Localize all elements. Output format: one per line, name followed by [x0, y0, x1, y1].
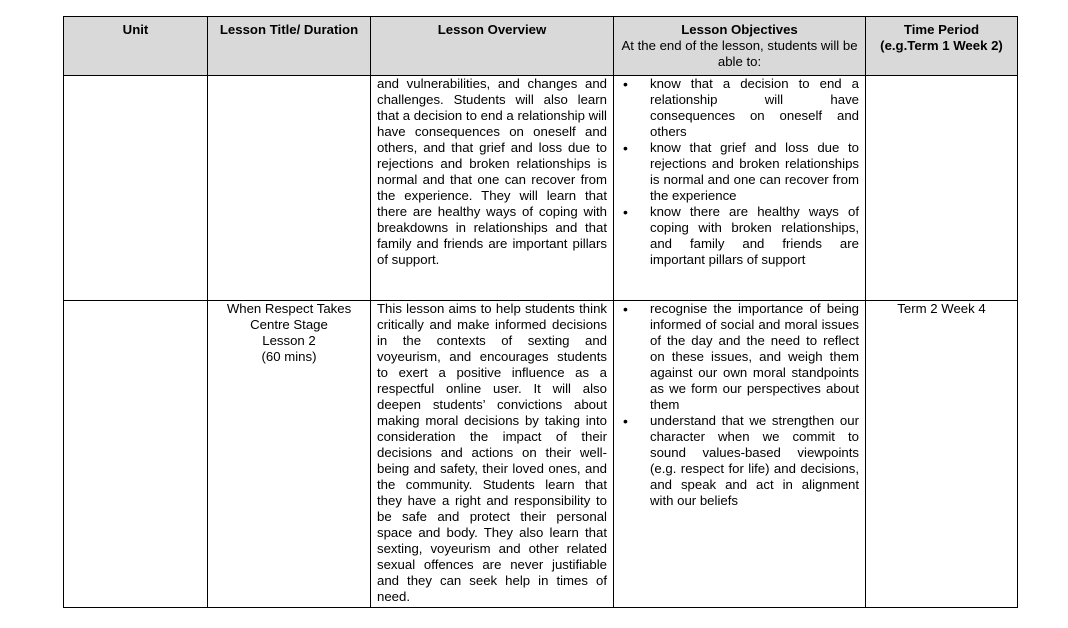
cell-lesson-overview: [371, 76, 614, 301]
header-time-period-title: Time Period: [903, 22, 980, 37]
cell-time-period: Term 2 Week 4: [866, 301, 1018, 608]
list-item: • recognise the importance of being informed of social and moral issues of the day and the need to reflect on these issues, and weigh them against our own moral standpoints as we form our perspectives about them: [620, 301, 859, 413]
table-row: [64, 301, 1018, 608]
overview-text: This lesson aims to help students think critically and make informed decisions in the contexts of sexting and voyeurism, and encourages students to exert a positive influence as a respectful online user. It will also deepen students’ convictions about making moral decisions by taking into consideration the impact of their decisions and actions on their well-being and safety, their loved ones, and the community. Students learn that they have a right and responsibility to be safe and protect their personal space and body. They also learn that sexting, voyeurism and other related sexual offences are never justifiable and they can seek help in times of need.: [377, 301, 607, 604]
header-row: [64, 17, 1018, 76]
header-time-period-example: (e.g.Term 1 Week 2): [880, 38, 1003, 53]
header-lesson-objectives: [614, 17, 866, 76]
objectives-list: [620, 301, 859, 509]
list-item: • know that grief and loss due to rejections and broken relationships is normal and one can recover from the experience: [620, 140, 859, 204]
header-time-period: [866, 17, 1018, 76]
cell-lesson-overview: [371, 301, 614, 608]
header-lesson-objectives-title: Lesson Objectives: [681, 22, 798, 37]
lesson-duration: (60 mins): [261, 349, 317, 364]
lesson-title-line: When Respect Takes: [226, 301, 352, 316]
list-item: • know there are healthy ways of coping with broken relationships, and family and friends are important pillars of support: [620, 204, 859, 268]
lesson-number: Lesson 2: [262, 333, 316, 348]
objectives-list: [620, 76, 859, 268]
list-item: • know that a decision to end a relationship will have consequences on oneself and others: [620, 76, 859, 140]
cell-lesson-title: [208, 76, 371, 301]
header-lesson-title: Lesson Title/ Duration: [208, 17, 371, 76]
cell-unit: [64, 301, 208, 608]
scheme-of-work-table: [63, 16, 1018, 608]
cell-lesson-title: [208, 301, 371, 608]
lesson-title-line: Centre Stage: [250, 317, 328, 332]
overview-text: and vulnerabilities, and changes and challenges. Students will also learn that a decision to end a relationship will have consequences on oneself and others, and that grief and loss due to rejections and broken relationships is normal and that one can recover from the experience. They will learn that there are healthy ways of coping with breakdowns in relationships and that family and friends are important pillars of support.: [377, 76, 607, 267]
list-item: • understand that we strengthen our character when we commit to sound values-based viewpoints (e.g. respect for life) and decisions, and speak and act in alignment with our beliefs: [620, 413, 859, 509]
cell-lesson-objectives: [614, 301, 866, 608]
header-lesson-overview: Lesson Overview: [371, 17, 614, 76]
header-lesson-objectives-subtitle: At the end of the lesson, students will be able to:: [621, 38, 858, 69]
cell-lesson-objectives: [614, 76, 866, 301]
cell-time-period: [866, 76, 1018, 301]
table-row: [64, 76, 1018, 301]
header-unit: Unit: [64, 17, 208, 76]
cell-unit: [64, 76, 208, 301]
